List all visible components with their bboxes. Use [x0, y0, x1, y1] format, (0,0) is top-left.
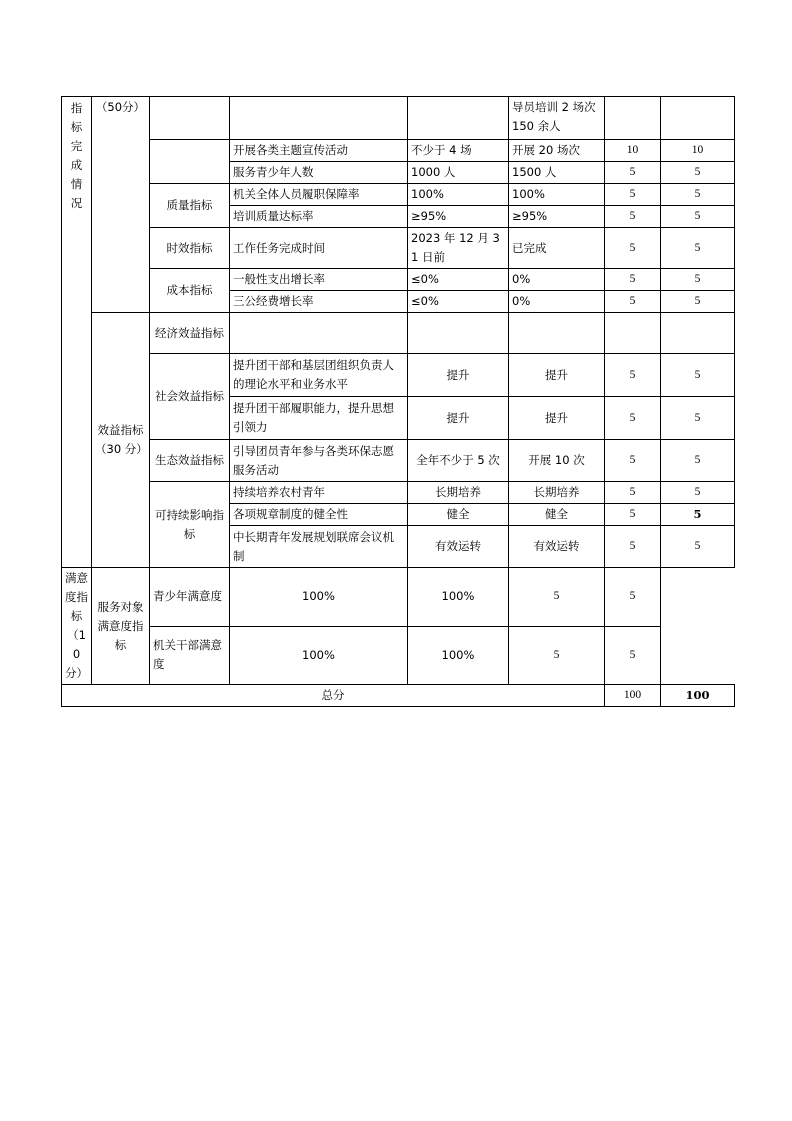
score-cell: 5 — [661, 269, 735, 291]
table-row — [62, 354, 735, 397]
target-cell: 长期培养 — [408, 482, 509, 504]
actual-cell: 1500 人 — [509, 162, 605, 184]
section-label-char: 完 — [70, 139, 83, 153]
table-row — [62, 626, 735, 685]
total-score: 100 — [661, 685, 735, 707]
weight-cell: 5 — [605, 397, 661, 440]
actual-cell: 提升 — [509, 354, 605, 397]
score-cell — [661, 97, 735, 140]
indicator-cell: 工作任务完成时间 — [230, 228, 408, 269]
score-cell: 5 — [661, 291, 735, 313]
weight-cell: 5 — [605, 354, 661, 397]
weight-cell: 5 — [605, 440, 661, 482]
indicator-cell: 引导团员青年参与各类环保志愿服务活动 — [230, 440, 408, 482]
score-cell: 5 — [661, 482, 735, 504]
indicator-cell: 机关全体人员履职保障率 — [230, 184, 408, 206]
weight-cell: 5 — [605, 482, 661, 504]
indicator-cell: 开展各类主题宣传活动 — [230, 140, 408, 162]
weight-cell: 5 — [605, 206, 661, 228]
score-cell: 5 — [661, 504, 735, 526]
actual-cell: 提升 — [509, 397, 605, 440]
table-row — [62, 440, 735, 482]
total-weight: 100 — [605, 685, 661, 707]
category-cell: 成本指标 — [150, 269, 230, 313]
category-cell: 质量指标 — [150, 184, 230, 228]
target-cell: 100% — [230, 626, 408, 685]
target-cell: 全年不少于 5 次 — [408, 440, 509, 482]
target-cell: 健全 — [408, 504, 509, 526]
table-row — [62, 97, 735, 140]
score-cell: 5 — [661, 162, 735, 184]
table-row — [62, 269, 735, 291]
score-cell: 5 — [605, 568, 661, 627]
table-row — [62, 140, 735, 162]
target-cell: 100% — [230, 568, 408, 627]
weight-cell: 5 — [605, 504, 661, 526]
score-cell: 5 — [661, 206, 735, 228]
target-cell — [408, 97, 509, 140]
actual-cell: 已完成 — [509, 228, 605, 269]
target-cell: 提升 — [408, 397, 509, 440]
weight-cell: 5 — [509, 626, 605, 685]
indicator-cell: 提升团干部和基层团组织负责人的理论水平和业务水平 — [230, 354, 408, 397]
actual-cell: ≥95% — [509, 206, 605, 228]
score-cell: 5 — [661, 440, 735, 482]
actual-cell: 100% — [408, 568, 509, 627]
target-cell: ≤0% — [408, 269, 509, 291]
score-cell: 5 — [661, 526, 735, 568]
indicator-cell: 持续培养农村青年 — [230, 482, 408, 504]
weight-cell: 5 — [605, 291, 661, 313]
actual-cell: 开展 20 场次 — [509, 140, 605, 162]
score-cell: 5 — [661, 354, 735, 397]
target-cell: ≥95% — [408, 206, 509, 228]
section-label-char: 情 — [70, 177, 83, 191]
section-label-char: 成 — [70, 158, 83, 172]
target-cell: 2023 年 12 月 31 日前 — [408, 228, 509, 269]
output-weight-label: （50分） — [92, 97, 150, 313]
actual-cell: 有效运转 — [509, 526, 605, 568]
score-cell — [661, 313, 735, 354]
target-cell: ≤0% — [408, 291, 509, 313]
weight-cell: 5 — [605, 162, 661, 184]
table-row — [62, 568, 735, 627]
indicator-cell — [230, 313, 408, 354]
indicator-cell: 一般性支出增长率 — [230, 269, 408, 291]
section-label-char: 标 — [70, 120, 83, 134]
indicator-cell: 中长期青年发展规划联席会议机制 — [230, 526, 408, 568]
performance-indicator-table — [61, 96, 735, 707]
satisfaction-label: 满意度指标（10分） — [62, 568, 92, 685]
indicator-cell: 三公经费增长率 — [230, 291, 408, 313]
actual-cell: 健全 — [509, 504, 605, 526]
indicator-cell: 机关干部满意度 — [150, 626, 230, 685]
category-cell: 可持续影响指标 — [150, 482, 230, 568]
indicator-cell: 服务青少年人数 — [230, 162, 408, 184]
total-row — [62, 685, 735, 707]
category-cell: 社会效益指标 — [150, 354, 230, 440]
section-label-char: 况 — [70, 196, 83, 210]
score-cell: 5 — [605, 626, 661, 685]
total-label: 总分 — [62, 685, 605, 707]
section-label-char: 指 — [70, 101, 83, 115]
table-row — [62, 482, 735, 504]
weight-cell — [605, 313, 661, 354]
actual-cell: 100% — [509, 184, 605, 206]
actual-cell: 导员培训 2 场次 150 余人 — [509, 97, 605, 140]
indicator-cell: 提升团干部履职能力，提升思想引领力 — [230, 397, 408, 440]
weight-cell: 5 — [605, 526, 661, 568]
category-cell: 经济效益指标 — [150, 313, 230, 354]
score-cell: 10 — [661, 140, 735, 162]
target-cell: 不少于 4 场 — [408, 140, 509, 162]
category-cell: 时效指标 — [150, 228, 230, 269]
score-cell: 5 — [661, 228, 735, 269]
benefit-label: 效益指标（30 分） — [92, 313, 150, 568]
actual-cell: 开展 10 次 — [509, 440, 605, 482]
category-cell: 生态效益指标 — [150, 440, 230, 482]
actual-cell — [509, 313, 605, 354]
actual-cell: 长期培养 — [509, 482, 605, 504]
score-cell: 5 — [661, 397, 735, 440]
table-row — [62, 228, 735, 269]
table-row — [62, 313, 735, 354]
table-row — [62, 184, 735, 206]
weight-cell — [605, 97, 661, 140]
weight-cell: 5 — [605, 184, 661, 206]
indicator-cell: 各项规章制度的健全性 — [230, 504, 408, 526]
category-cell — [150, 140, 230, 184]
target-cell: 有效运转 — [408, 526, 509, 568]
target-cell: 1000 人 — [408, 162, 509, 184]
actual-cell: 0% — [509, 291, 605, 313]
section-label-cell — [62, 97, 92, 568]
weight-cell: 5 — [605, 228, 661, 269]
actual-cell: 0% — [509, 269, 605, 291]
indicator-cell: 青少年满意度 — [150, 568, 230, 627]
indicator-cell: 培训质量达标率 — [230, 206, 408, 228]
weight-cell: 5 — [509, 568, 605, 627]
category-cell: 服务对象满意度指标 — [92, 568, 150, 685]
weight-cell: 5 — [605, 269, 661, 291]
indicator-cell — [230, 97, 408, 140]
weight-cell: 10 — [605, 140, 661, 162]
category-cell — [150, 97, 230, 140]
target-cell — [408, 313, 509, 354]
target-cell: 提升 — [408, 354, 509, 397]
target-cell: 100% — [408, 184, 509, 206]
score-cell: 5 — [661, 184, 735, 206]
actual-cell: 100% — [408, 626, 509, 685]
